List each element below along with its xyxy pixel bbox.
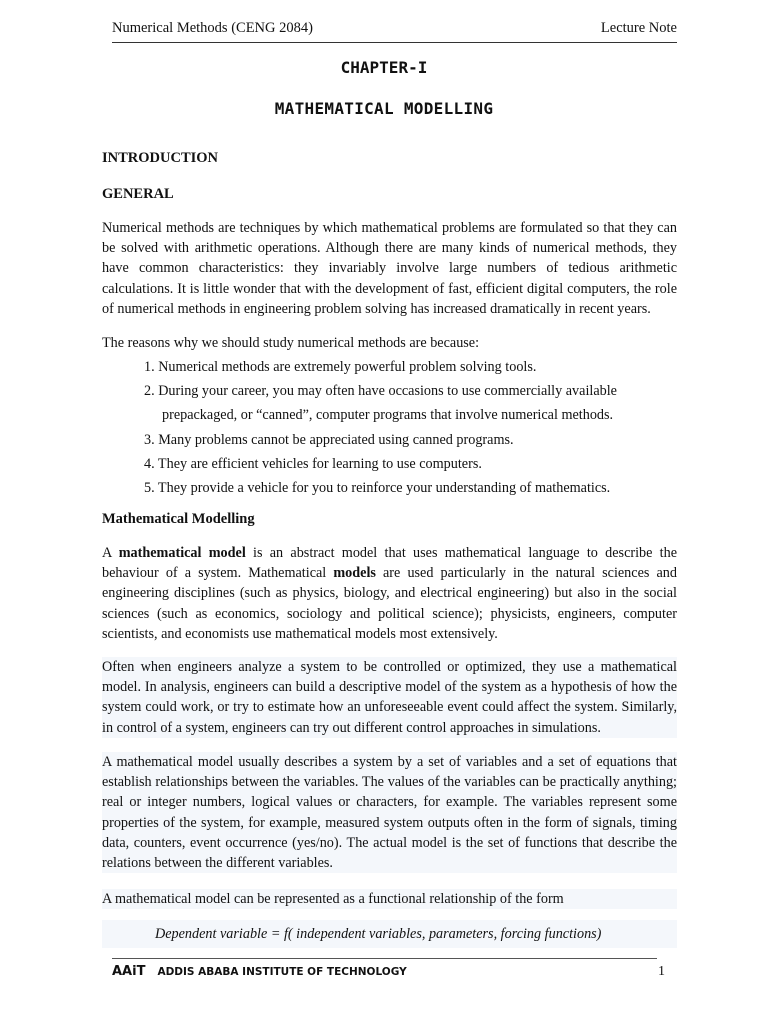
- heading-math-modelling: Mathematical Modelling: [102, 511, 255, 527]
- variables-paragraph: A mathematical model usually describes a system by a set of variables and a set of equations that establish relationships between the variables. The values of the variables can be practically anything; real or integer numbers, logical values or characters, for example. The variables represent some properties of the system, for example, measured system outputs often in the form of signals, timing data, counters, event occurrence (yes/no). The actual model is the set of functions that describe the relations between the different variables.: [102, 752, 677, 873]
- reasons-list: [144, 355, 664, 500]
- heading-introduction: INTRODUCTION: [102, 150, 219, 166]
- chapter-title: MATHEMATICAL MODELLING: [274, 99, 494, 118]
- course-title: Numerical Methods (CENG 2084): [112, 20, 313, 36]
- reasons-intro: The reasons why we should study numerical methods are because:: [102, 335, 480, 351]
- footer-institute: [112, 964, 407, 979]
- institute-name: ADDIS ABABA INSTITUTE OF TECHNOLOGY: [157, 966, 407, 978]
- bold-term: mathematical model: [118, 545, 246, 561]
- list-item: 5. They provide a vehicle for you to reinforce your understanding of mathematics.: [144, 480, 611, 497]
- chapter-number: CHAPTER-I: [340, 58, 428, 77]
- heading-general: GENERAL: [102, 186, 174, 202]
- functional-paragraph: A mathematical model can be represented as a functional relationship of the form: [102, 889, 677, 909]
- model-paragraph: A mathematical model is an abstract model that uses mathematical language to describe the behaviour of a system. Mathematical models are used particularly in the natural sciences and engineering disciplines (such as physics, biology, and electrical engineering) but also in the social sciences (such as economics, sociology and political science); physicists, engineers, computer scientists, and economists use mathematical models most extensively.: [102, 545, 678, 642]
- formula: Dependent variable = f( independent variables, parameters, forcing functions): [102, 920, 677, 948]
- bold-term: models: [333, 565, 376, 582]
- general-paragraph: Numerical methods are techniques by which mathematical problems are formulated so that they can be solved with arithmetic operations. Although there are many kinds of numerical methods, they have common characteristics: they invariably involve large numbers of tedious arithmetic calculations. It is little wonder that with the development of fast, efficient digital computers, the role of numerical methods in engineering problem solving has increased dramatically in recent years.: [102, 220, 677, 317]
- list-item: 2. During your career, you may often have occasions to use commercially available: [144, 383, 617, 400]
- list-item: 3. Many problems cannot be appreciated using canned programs.: [144, 431, 514, 448]
- running-header: [112, 20, 677, 43]
- page-footer: [112, 958, 665, 980]
- list-item: 1. Numerical methods are extremely powerful problem solving tools.: [144, 359, 537, 375]
- list-item: prepackaged, or “canned”, computer programs that involve numerical methods.: [162, 407, 614, 424]
- page-number: 1: [658, 964, 665, 979]
- engineers-paragraph: Often when engineers analyze a system to be controlled or optimized, they use a mathematical model. In analysis, engineers can build a descriptive model of the system as a hypothesis of how the system could work, or try to estimate how an unforeseeable event could affect the system. Similarly, in control of a system, engineers can try out different control approaches in simulations.: [102, 657, 677, 738]
- doc-type: Lecture Note: [600, 20, 677, 36]
- aait-logo: AAiT: [112, 964, 146, 979]
- list-item: 4. They are efficient vehicles for learning to use computers.: [144, 455, 482, 472]
